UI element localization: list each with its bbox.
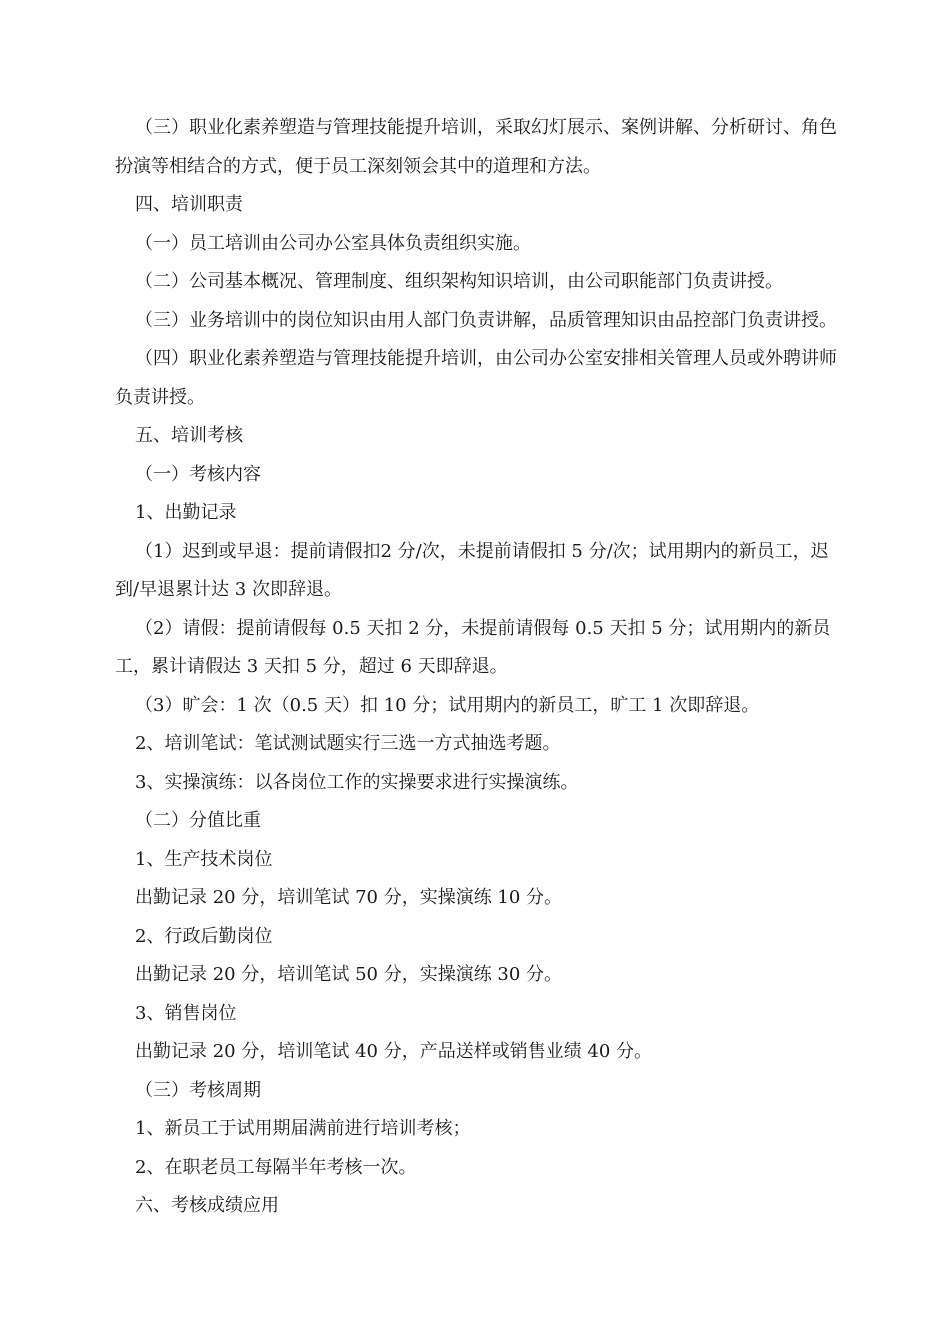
heading-score-application: 六、考核成绩应用 xyxy=(135,1195,279,1216)
item-production-tech-post: 1、生产技术岗位 xyxy=(135,848,273,870)
paragraph-duty-3: （三）业务培训中的岗位知识由用人部门负责讲解，品质管理知识由品控部门负责讲授。 xyxy=(135,309,837,331)
paragraph-duty-1: （一）员工培训由公司办公室具体负责组织实施。 xyxy=(135,232,531,254)
document-body xyxy=(115,109,840,1226)
paragraph-sales-scores: 出勤记录 20 分，培训笔试 40 分，产品送样或销售业绩 40 分。 xyxy=(135,1041,653,1062)
paragraph-method-training-3: （三）职业化素养塑造与管理技能提升培训，采取幻灯展示、案例讲解、分析研讨、角色扮演等相结合的方式，便于员工深刻领会其中的道理和方法。 xyxy=(115,117,837,177)
paragraph-leave: （2）请假：提前请假每 0.5 天扣 2 分，未提前请假每 0.5 天扣 5 分；试用期内的新员工，累计请假达 3 天扣 5 分，超过 6 天即辞退。 xyxy=(115,617,831,677)
subheading-assessment-content: （一）考核内容 xyxy=(135,463,261,485)
item-sales-post: 3、销售岗位 xyxy=(135,1002,237,1024)
paragraph-duty-2: （二）公司基本概况、管理制度、组织架构知识培训，由公司职能部门负责讲授。 xyxy=(135,271,783,292)
paragraph-duty-4: （四）职业化素养塑造与管理技能提升培训，由公司办公室安排相关管理人员或外聘讲师负责讲授。 xyxy=(115,348,837,408)
item-written-test: 2、培训笔试：笔试测试题实行三选一方式抽选考题。 xyxy=(135,733,561,754)
item-new-employee-cycle: 1、新员工于试用期届满前进行培训考核； xyxy=(135,1118,471,1139)
item-existing-employee-cycle: 2、在职老员工每隔半年考核一次。 xyxy=(135,1156,417,1178)
paragraph-late-early: （1）迟到或早退：提前请假扣2 分/次，未提前请假扣 5 分/次；试用期内的新员工，迟到/早退累计达 3 次即辞退。 xyxy=(115,540,829,600)
item-admin-logistics-post: 2、行政后勤岗位 xyxy=(135,925,273,947)
paragraph-absence: （3）旷会：1 次（0.5 天）扣 10 分；试用期内的新员工，旷工 1 次即辞退。 xyxy=(135,694,760,716)
heading-training-duties: 四、培训职责 xyxy=(135,194,243,215)
subheading-score-weights: （二）分值比重 xyxy=(135,810,261,831)
subheading-assessment-cycle: （三）考核周期 xyxy=(135,1079,261,1101)
item-attendance-record: 1、出勤记录 xyxy=(135,502,237,523)
heading-training-assessment: 五、培训考核 xyxy=(135,425,243,446)
paragraph-admin-logistics-scores: 出勤记录 20 分，培训笔试 50 分，实操演练 30 分。 xyxy=(135,964,563,985)
paragraph-production-tech-scores: 出勤记录 20 分，培训笔试 70 分，实操演练 10 分。 xyxy=(135,887,563,908)
item-practical-drill: 3、实操演练：以各岗位工作的实操要求进行实操演练。 xyxy=(135,771,579,793)
